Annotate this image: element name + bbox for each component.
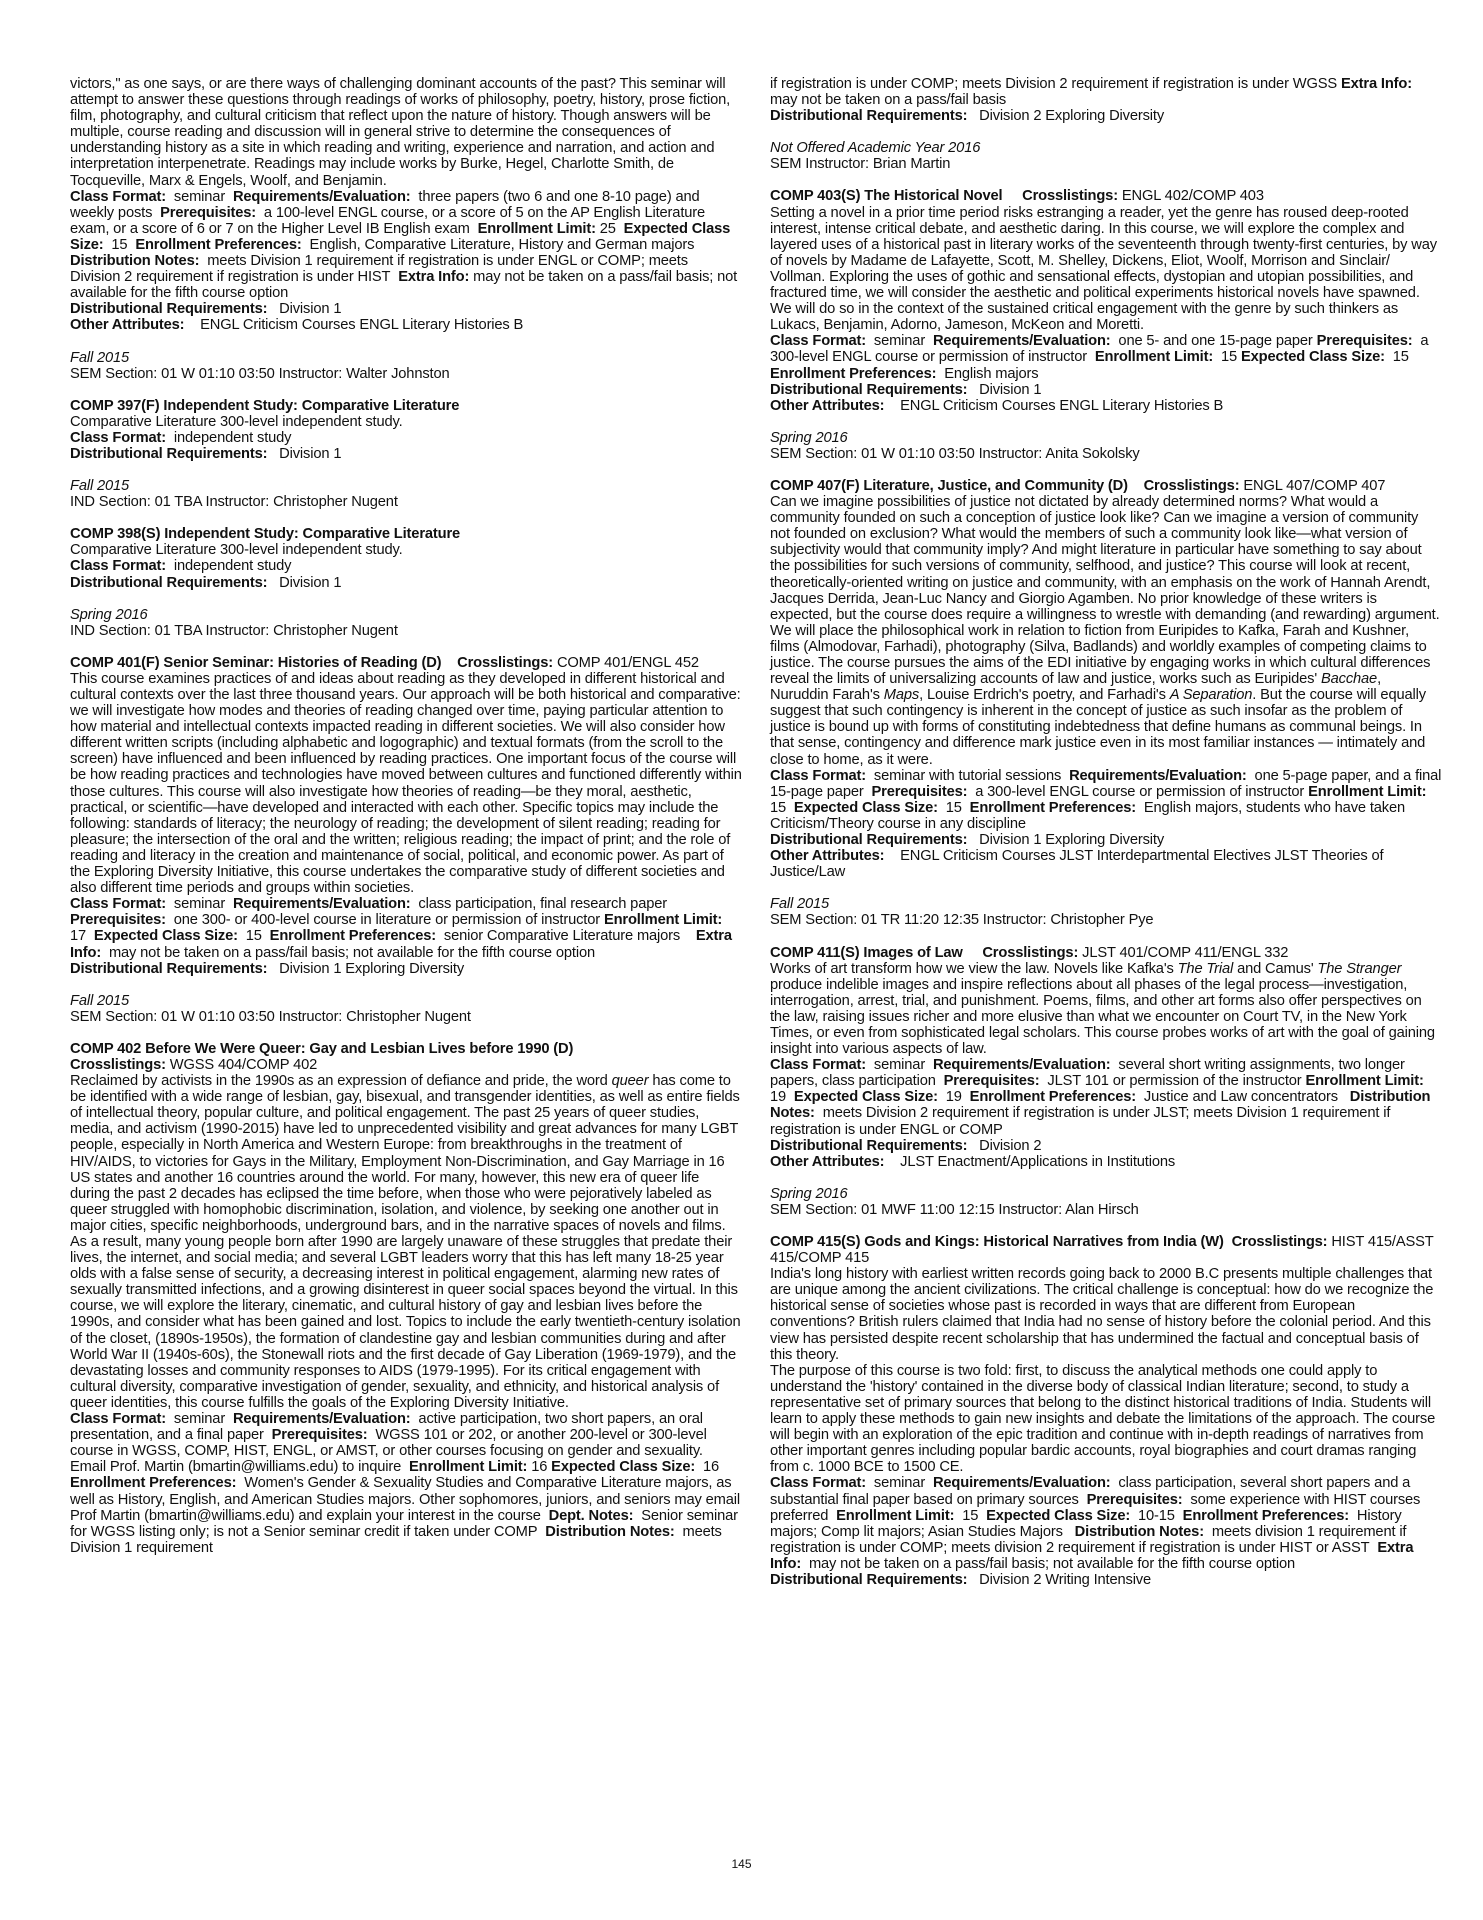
left-column <box>70 76 742 1556</box>
section-term: Fall 2015 <box>70 992 130 1009</box>
other-attributes: Other Attributes: ENGL Criticism Courses ENGL Literary Histories B <box>70 317 524 334</box>
section-term: Fall 2015 <box>70 349 130 366</box>
other-attributes: Other Attributes: JLST Enactment/Applications in Institutions <box>770 1153 1176 1170</box>
section-term: Spring 2016 <box>770 1185 848 1202</box>
section-term: Fall 2015 <box>770 896 830 913</box>
right-column <box>770 76 1442 1588</box>
section-term: Spring 2016 <box>770 429 848 446</box>
distributional-requirements: Distributional Requirements: Division 1 Exploring Diversity <box>70 960 465 977</box>
course-title: COMP 411(S) Images of Law Crosslistings: JLST 401/COMP 411/ENGL 332 <box>770 944 1289 961</box>
section-term: Spring 2016 <box>70 606 148 623</box>
course-title: COMP 402 Before We Were Queer: Gay and Lesbian Lives before 1990 (D) <box>70 1040 574 1057</box>
course-comp-403 <box>770 188 1442 462</box>
section-info: SEM Section: 01 W 01:10 03:50 Instructor: Walter Johnston <box>70 365 450 382</box>
course-details: Class Format: seminar Requirements/Evaluation: several short writing assignments, two longer papers, class participation Prerequisites: JLST 101 or permission of the instructor Enrollment Limit: 19 Expected Class Size: 19 Enrollment Preferences: Justice and Law concentrators Distribution Notes: meets Division 2 requirement if registration is under JLST; meets Division 1 requirement if registration is under ENGL or COMP <box>770 1057 1431 1138</box>
course-details: Class Format: seminar Requirements/Evaluation: one 5- and one 15-page paper Prerequisites: a 300-level ENGL course or permission of instructor Enrollment Limit: 15 Expected Class Size: 15 Enrollment Preferences: English majors <box>770 333 1429 382</box>
course-description: India's long history with earliest written records going back to 2000 B.C presents multiple challenges that are unique among the ancient civilizations. The critical challenge is conceptual: how do we recognize the historical sense of societies whose past is recorded in ways that are different from European conventions? British rulers claimed that India had no sense of history before the colonial period. And this view has persisted despite recent scholarship that has undermined the factual and conceptual basis of this theory. <box>770 1266 1434 1363</box>
distributional-requirements: Distributional Requirements: Division 2 Writing Intensive <box>770 1571 1152 1588</box>
course-description: Comparative Literature 300-level independent study. <box>70 542 403 559</box>
section-term: Fall 2015 <box>70 478 130 495</box>
course-comp-402-continued <box>770 76 1442 172</box>
section-info: SEM Section: 01 W 01:10 03:50 Instructor: Anita Sokolsky <box>770 445 1140 462</box>
distributional-requirements: Distributional Requirements: Division 2 <box>770 1137 1042 1154</box>
section-info: SEM Instructor: Brian Martin <box>770 156 951 173</box>
crosslistings: Crosslistings: WGSS 404/COMP 402 <box>70 1056 318 1073</box>
course-details: Class Format: seminar with tutorial sessions Requirements/Evaluation: one 5-page paper, and a final 15-page paper Prerequisites: a 300-level ENGL course or permission of instructor Enrollment Limit: 15 Expected Class Size: 15 Enrollment Preferences: English majors, students who have taken Criticism/Theory course in any discipline <box>770 767 1442 832</box>
section-info: IND Section: 01 TBA Instructor: Christopher Nugent <box>70 622 398 639</box>
course-title: COMP 415(S) Gods and Kings: Historical Narratives from India (W) Crosslistings: HIST 415/ASST 415/COMP 415 <box>770 1234 1434 1267</box>
distributional-requirements: Distributional Requirements: Division 1 <box>70 445 342 462</box>
course-description: This course examines practices of and ideas about reading as they developed in different historical and cultural contexts over the last three thousand years. Our approach will be both historical and comparative: we will investigate how modes and theories of reading changed over time, paying particular attention to how material and intellectual contexts impacted reading in different societies. We will also consider how different written scripts (including alphabetic and logographic) and textual formats (from the scroll to the screen) have influenced and been influenced by reading practices. One important focus of the course will be how reading practices and technologies have moved between cultures and functioned differently within those cultures. This course will also investigate how theories of reading—be they moral, aesthetic, practical, or scientific—have developed and interacted with each other. Specific topics may include the following: standards of literacy; the neurology of reading; the development of silent reading; reading for pleasure; the intersection of the oral and the written; religious reading; the impact of print; and the role of reading and literacy in the creation and maintenance of social, political, and economic power. As part of the Exploring Diversity Initiative, this course undertakes the comparative study of different societies and also different time periods and groups within societies. <box>70 670 742 897</box>
section-info: SEM Section: 01 MWF 11:00 12:15 Instructor: Alan Hirsch <box>770 1201 1139 1218</box>
course-details: Class Format: independent study <box>70 558 292 575</box>
course-title: COMP 397(F) Independent Study: Comparative Literature <box>70 397 460 414</box>
course-description: Comparative Literature 300-level independent study. <box>70 413 403 430</box>
section-info: SEM Section: 01 W 01:10 03:50 Instructor: Christopher Nugent <box>70 1008 471 1025</box>
course-comp-415 <box>770 1234 1442 1588</box>
course-details: Class Format: seminar Requirements/Evaluation: class participation, final research paper Prerequisites: one 300- or 400-level course in literature or permission of instructor Enrollment Limit: 17 Expected Class Size: 15 Enrollment Preferences: senior Comparative Literature majors Extra Info: may not be taken on a pass/fail basis; not available for the fifth course option <box>70 896 732 961</box>
course-details: Class Format: seminar Requirements/Evaluation: three papers (two 6 and one 8-10 page) and weekly posts Prerequisites: a 100-level ENGL course, or a score of 5 on the AP English Literature exam, or a score of 6 or 7 on the Higher Level IB English exam Enrollment Limit: 25 Expected Class Size: 15 Enrollment Preferences: English, Comparative Literature, History and German majors Distribution Notes: meets Division 1 requirement if registration is under ENGL or COMP; meets Division 2 requirement if registration is under HIST Extra Info: may not be taken on a pass/fail basis; not available for the fifth course option <box>70 188 738 302</box>
course-description: Setting a novel in a prior time period risks estranging a reader, yet the genre has roused deep-rooted interest, intense critical debate, and aesthetic daring. In this course, we will explore the complex and layered uses of a historical past in literary works of the seventeenth through twenty-first centuries, by way of novels by Madame de Lafayette, Scott, M. Shelley, Dickens, Eliot, Woolf, Morrison and Sinclair/ Vollman. Exploring the uses of gothic and sensational effects, dystopian and utopian possibilities, and fractured time, we will consider the aesthetic and political experiments historical novels have spawned. We will do so in the context of the sustained critical engagement with the genre by such thinkers as Lukacs, Benjamin, Adorno, Jameson, McKeon and Moretti. <box>770 204 1437 334</box>
course-title: COMP 398(S) Independent Study: Comparative Literature <box>70 526 461 543</box>
distributional-requirements: Distributional Requirements: Division 1 <box>70 574 342 591</box>
course-comp-398 <box>70 526 742 639</box>
distributional-requirements: Distributional Requirements: Division 2 Exploring Diversity <box>770 108 1165 125</box>
section-info: SEM Section: 01 TR 11:20 12:35 Instructor: Christopher Pye <box>770 912 1154 929</box>
course-title: COMP 403(S) The Historical Novel Crosslistings: ENGL 402/COMP 403 <box>770 188 1264 205</box>
other-attributes: Other Attributes: ENGL Criticism Courses ENGL Literary Histories B <box>770 397 1224 414</box>
course-description: Reclaimed by activists in the 1990s as an expression of defiance and pride, the word queer has come to be identified with a wide range of lesbian, gay, bisexual, and transgender identities, as well as entire fields of intellectual theory, popular culture, and political engagement. The past 25 years of queer studies, media, and activism (1990-2015) have led to unprecedented visibility and great advances for many LGBT people, especially in North America and Western Europe: from breakthroughs in the treatment of HIV/AIDS, to victories for Gays in the Military, Employment Non-Discrimination, and Gay Marriage in 16 US states and another 16 countries around the world. For many, however, this new era of queer life during the past 2 decades has eclipsed the time before, when those who were pejoratively labeled as queer struggled with homophobic discrimination, isolation, and violence, by seeking one another out in major cities, specific neighborhoods, underground bars, and in the narrative spaces of novels and films. As a result, many young people born after 1990 are largely unaware of these struggles that predate their lives, the internet, and social media; and several LGBT leaders worry that this has left many 18-25 year olds with a false sense of security, a decreasing interest in political engagement, alarming new rates of sexually transmitted infections, and a growing disinterest in queer social spaces beyond the virtual. In this course, we will explore the literary, cinematic, and cultural history of gay and lesbian lives before the 1990s, and consider what has been gained and lost. Topics to include the early twentieth-century isolation of the closet, (1890s-1950s), the formation of clandestine gay and lesbian communities during and after World War II (1940s-60s), the Stonewall riots and the first decade of Gay Liberation (1969-1979), and the devastating losses and community responses to AIDS (1979-1995). For its critical engagement with cultural diversity, comparative investigation of gender, sexuality, and ethnicity, and historical analysis of queer identities, this course fulfills the goals of the Exploring Diversity Initiative. <box>70 1073 741 1411</box>
course-details: Class Format: independent study <box>70 429 292 446</box>
course-title: COMP 401(F) Senior Seminar: Histories of Reading (D) Crosslistings: COMP 401/ENGL 452 <box>70 654 699 671</box>
course-details: Class Format: seminar Requirements/Evaluation: active participation, two short papers, an oral presentation, and a final paper Prerequisites: WGSS 101 or 202, or another 200-level or 300-level course in WGSS, COMP, HIST, ENGL, or AMST, or other courses focusing on gender and sexuality. Email Prof. Martin (bmartin@williams.edu) to inquire Enrollment Limit: 16 Expected Class Size: 16 Enrollment Preferences: Women's Gender & Sexuality Studies and Comparative Literature majors, as well as History, English, and American Studies majors. Other sophomores, juniors, and seniors may email Prof Martin (bmartin@williams.edu) and explain your interest in the course Dept. Notes: Senior seminar for WGSS listing only; is not a Senior seminar credit if taken under COMP Distribution Notes: meets Division 1 requirement <box>70 1411 740 1556</box>
section-info: IND Section: 01 TBA Instructor: Christopher Nugent <box>70 494 398 511</box>
course-description: Works of art transform how we view the law. Novels like Kafka's The Trial and Camus' The Stranger produce indelible images and inspire reflections about all phases of the legal process—investigation, interrogation, arrest, trial, and punishment. Poems, films, and other art forms also offer perspectives on the law, raising issues richer and more elusive than what we encounter on Court TV, in the New York Times, or even from sophisticated legal scholars. This course probes works of art with the goal of gaining insight into various aspects of law. <box>770 960 1435 1058</box>
course-details: if registration is under COMP; meets Division 2 requirement if registration is under WGSS Extra Info: may not be taken on a pass/fail basis <box>770 76 1412 109</box>
course-title: COMP 407(F) Literature, Justice, and Community (D) Crosslistings: ENGL 407/COMP 407 <box>770 477 1386 494</box>
section-term: Not Offered Academic Year 2016 <box>770 140 981 157</box>
course-comp-411 <box>770 945 1442 1219</box>
page-number: 145 <box>731 1857 752 1871</box>
course-description: Can we imagine possibilities of justice not dictated by already determined norms? What would a community founded on such a conception of justice look like? Can we imagine a version of community not founded on exclusion? What would the members of such a community look like—what version of subjectivity would that community imply? And might literature in particular have something to say about the possibilities for such versions of community, selfhood, and justice? This course will look at recent, theoretically-oriented writing on justice and community, with an emphasis on the work of Hannah Arendt, Jacques Derrida, Jean-Luc Nancy and Giorgio Agamben. No prior knowledge of these writers is expected, but the course does require a willingness to wrestle with demanding (and rewarding) argument. We will place the philosophical work in relation to fiction from Euripides to Kafka, Farah and Kushner, films (Almodovar, Farhadi), photography (Silva, Badlands) and worldly examples of competing claims to justice. The course pursues the aims of the EDI initiative by engaging works in which cultural differences reveal the limits of universalizing accounts of law and justice, works such as Euripides' Bacchae, Nuruddin Farah's Maps, Louise Erdrich's poetry, and Farhadi's A Separation. But the course will equally suggest that such contingency is inherent in the concept of justice as such insofar as the problem of justice is bound up with forms of constituting indebtedness that define humans as communal beings. In that sense, contingency and difference mark justice even in its most familiar instances — intimately and close to home, as it were. <box>770 494 1440 768</box>
course-description: The purpose of this course is two fold: first, to discuss the analytical methods one could apply to understand the 'history' contained in the diverse body of classical Indian literature; second, to study a representative set of primary sources that belong to the distinct historical traditions of India. Students will learn to apply these methods to gain new insights and debate the limitations of the approach. The course will begin with an exploration of the epic tradition and continue with in-depth readings of narratives from other important genres including popular bardic accounts, royal biographies and court dramas ranging from c. 1000 BCE to 1500 CE. <box>770 1362 1436 1476</box>
course-comp-402 <box>70 1041 742 1556</box>
other-attributes: Other Attributes: ENGL Criticism Courses JLST Interdepartmental Electives JLST Theories of Justice/Law <box>770 848 1384 881</box>
distributional-requirements: Distributional Requirements: Division 1 Exploring Diversity <box>770 832 1165 849</box>
course-comp-397 <box>70 398 742 511</box>
course-details: Class Format: seminar Requirements/Evaluation: class participation, several short papers and a substantial final paper based on primary sources Prerequisites: some experience with HIST courses preferred Enrollment Limit: 15 Expected Class Size: 10-15 Enrollment Preferences: History majors; Comp lit majors; Asian Studies Majors Distribution Notes: meets division 1 requirement if registration is under COMP; meets division 2 requirement if registration is under HIST or ASST Extra Info: may not be taken on a pass/fail basis; not available for the fifth course option <box>770 1475 1421 1572</box>
distributional-requirements: Distributional Requirements: Division 1 <box>770 381 1042 398</box>
course-comp-396-continued <box>70 76 742 382</box>
course-comp-401 <box>70 655 742 1025</box>
distributional-requirements: Distributional Requirements: Division 1 <box>70 301 342 318</box>
course-comp-407 <box>770 478 1442 929</box>
course-description: victors," as one says, or are there ways of challenging dominant accounts of the past? This seminar will attempt to answer these questions through readings of works of philosophy, poetry, history, prose fiction, film, photography, and cultural criticism that reflect upon the nature of history. Though answers will be multiple, course reading and discussion will in general strive to determine the consequences of understanding history as a site in which reading and writing, experience and narration, and action and interpretation interpenetrate. Readings may include works by Burke, Hegel, Charlotte Smith, de Tocqueville, Marx & Engels, Woolf, and Benjamin. <box>70 76 731 189</box>
